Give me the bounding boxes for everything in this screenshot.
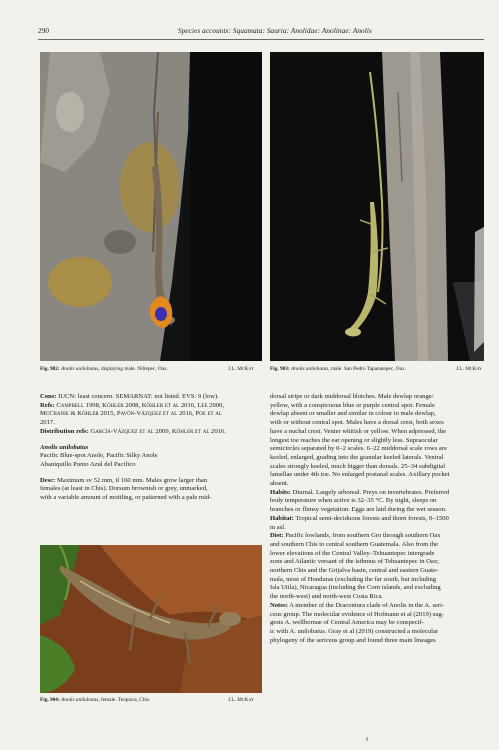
running-head-title: Species accounts: Squamata: Sauria: Anolidae: Anolinae: Anolis — [178, 27, 372, 35]
credit-fig-902: J.L. McKay — [228, 366, 254, 372]
caption-fig-904: Fig. 904: Anolis unilobatus, female. Teopisca, Chis. — [40, 697, 151, 703]
photo-male-on-trunk — [270, 52, 484, 361]
page-number: 290 — [38, 27, 50, 35]
photo-female-leaf-litter — [40, 545, 262, 693]
common-name-en: Pacific Blue-spot Anole, Pacific Silky Anole — [40, 452, 158, 460]
page-mark — [366, 737, 368, 741]
credit-fig-903: J.L. McKay — [456, 366, 482, 372]
left-column: Cons: IUCN: least concern. SEMARNAT: not listed. EVS: 9 (low). Refs: Campbell 1998, Köhler 2008, Köhler et al 2016, Lee 2000, McCranie & Köhler 2015, Pavón-Vázquez et al 2016, Poe et al 2017. Distribution refs: García-Vázquez et al 2009, Köhler et al 2016. Anolis unilobatus Pacific Blue-spot Anole, Pacific Silky Anole Abaniquillo Punto Azul del Pacífico Desc: Maximum sv 52 mm, tl 160 mm. Males grow larger than females (at least in Chis). Dorsum brownish or grey, unmarked, with a variable amount of mottling, or patterned with a pale mid- — [40, 393, 262, 503]
common-name-es: Abaniquillo Punto Azul del Pacífico — [40, 460, 136, 468]
header-rule — [38, 39, 484, 40]
credit-fig-904: J.L. McKay — [228, 697, 254, 703]
right-column: dorsal stripe or dark middorsal blotches. Male dewlap orange/ yellow, with a conspicuous blue or purple central spot. Female dewlap absent or smaller and similar in colour to male dewlap, with or without central spot. Males have a dorsal crest, both sexes have a nuchal crest. Venter whitish or yellow. When adpressed, the longest toe reaches the ear opening or slightly less. Supraocular semicircles separated by 0–2 scales. 6–22 middorsal scale rows are keeled, enlarged, grading into the granular keeled laterals. Ventral scales strongly keeled, much bigger than dorsals. 25–34 subdigital lamellae under 4th toe. No enlarged postanal scales. Axillary pocket absent. Habits: Diurnal. Largely arboreal. Preys on invertebrates. Preferred body temperature when active is 32–35 °C. By night, sleeps on branches or flimsy vegetation. Eggs are laid during the wet season. Habitat: Tropical semi-deciduous forests and thorn forests, 0–1500 m asl. Dist: Pacific lowlands, from southern Gro through southern Oax and southern Chis to central southern Guatemala. Also from the lower elevations of the Central Valley–Tehuantepec intergrade zone and Atlantic versant of the isthmus of Tehuantepec in Oax; northern Chis and the Grijalva basin, central and eastern Guate- mala, most of Honduras (excluding the far south, but including Isla Utila), Nicaragua (including the Corn islands, and excluding the north-west) and north-west Costa Rica. Notes: A member of the Dracontura clade of Anolis in the A. seri- ceus group. The molecular evidence of Hofmann et al (2019) sug- gests A. wellbornae of Central America may be conspecif- ic with A. unilobatus. Gray et al (2019) constructed a molecular phylogeny of the sericeus group and found three main lineages — [270, 393, 450, 644]
caption-fig-902: Fig. 902: Anolis unilobatus, displaying male. Niltepec, Oax. — [40, 366, 169, 372]
caption-fig-903: Fig. 903: Anolis unilobatus, male. San Pedro Tapanatepec, Oax. — [270, 366, 406, 372]
species-name: Anolis unilobatus — [40, 443, 89, 451]
photo-displaying-male — [40, 52, 262, 361]
